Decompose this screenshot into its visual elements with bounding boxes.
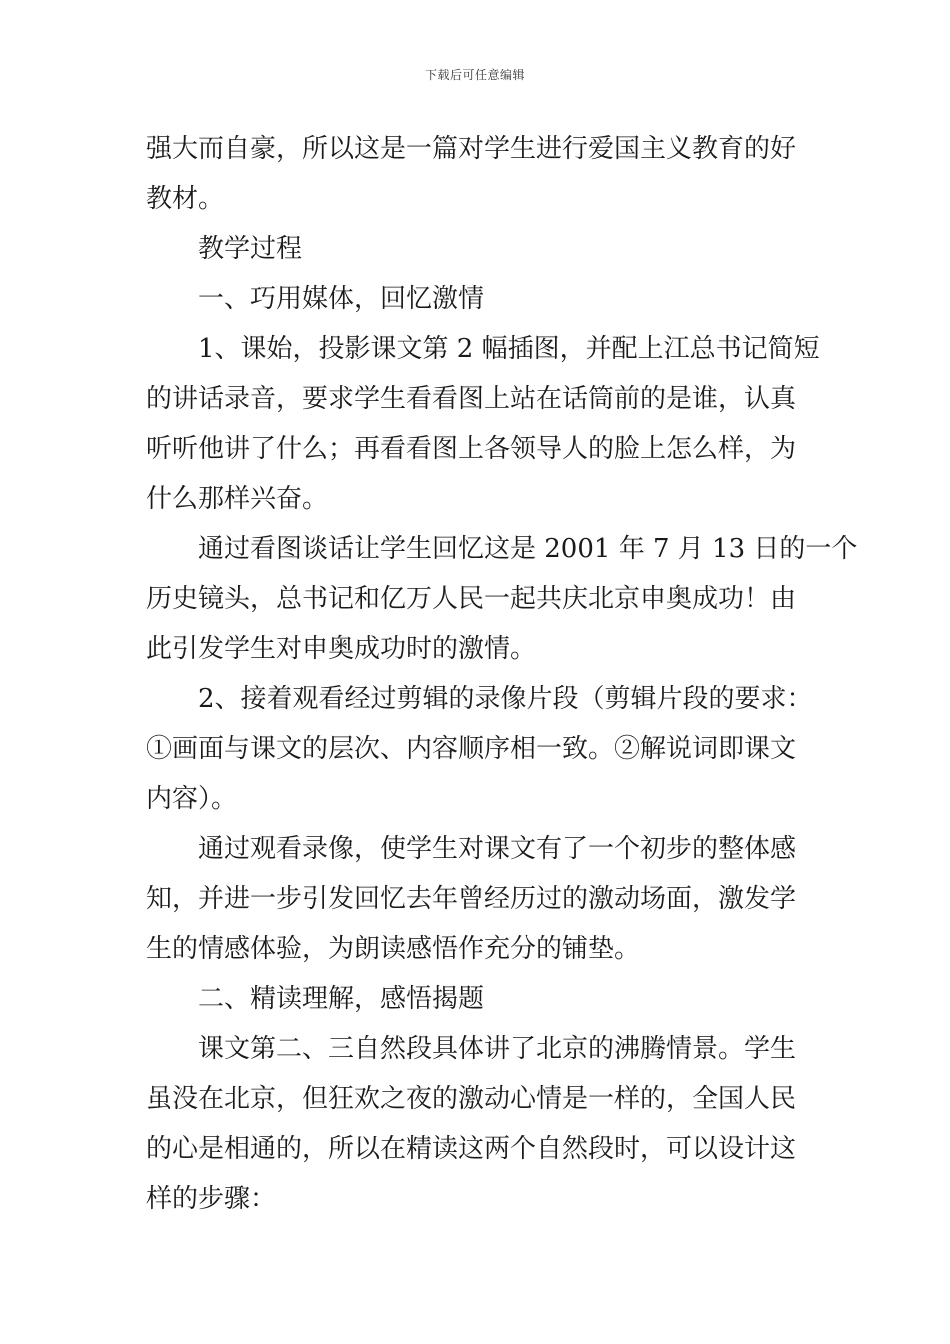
paragraph bbox=[146, 674, 813, 824]
text-line: 课文第二、三自然段具体讲了北京的沸腾情景。学生 bbox=[198, 1034, 797, 1064]
text-line: 教材。 bbox=[146, 184, 225, 214]
text-line: 通过看图谈话让学生回忆这是 2001 年 7 月 13 日的一个 bbox=[198, 534, 858, 564]
text-line: 的讲话录音，要求学生看看图上站在话筒前的是谁，认真 bbox=[146, 384, 797, 414]
paragraph bbox=[146, 1024, 808, 1224]
paragraph bbox=[146, 124, 808, 224]
text-line: 历史镜头，总书记和亿万人民一起共庆北京申奥成功！由 bbox=[146, 584, 797, 614]
text-line: 一、巧用媒体，回忆激情 bbox=[198, 284, 485, 314]
section-heading bbox=[146, 974, 808, 1024]
document-body bbox=[146, 124, 858, 1224]
paragraph bbox=[146, 824, 808, 974]
text-line: 知，并进一步引发回忆去年曾经历过的激动场面，激发学 bbox=[146, 884, 797, 914]
text-line: 此引发学生对申奥成功时的激情。 bbox=[146, 634, 537, 664]
text-line: 的心是相通的，所以在精读这两个自然段时，可以设计这 bbox=[146, 1134, 797, 1164]
text-line: 听听他讲了什么；再看看图上各领导人的脸上怎么样，为 bbox=[146, 434, 797, 464]
text-line: 什么那样兴奋。 bbox=[146, 484, 329, 514]
text-line: 样的步骤： bbox=[146, 1184, 277, 1214]
text-line: 通过观看录像，使学生对课文有了一个初步的整体感 bbox=[198, 834, 797, 864]
text-line: 生的情感体验，为朗读感悟作充分的铺垫。 bbox=[146, 934, 641, 964]
text-line: 2、接着观看经过剪辑的录像片段（剪辑片段的要求： bbox=[198, 684, 813, 714]
paragraph bbox=[146, 324, 820, 524]
text-line: 教学过程 bbox=[198, 234, 303, 264]
text-line: ①画面与课文的层次、内容顺序相一致。②解说词即课文 bbox=[146, 734, 797, 764]
text-line: 强大而自豪，所以这是一篇对学生进行爱国主义教育的好 bbox=[146, 134, 797, 164]
text-line: 虽没在北京，但狂欢之夜的激动心情是一样的，全国人民 bbox=[146, 1084, 797, 1114]
text-line: 二、精读理解，感悟揭题 bbox=[198, 984, 485, 1014]
text-line: 1、课始，投影课文第 2 幅插图，并配上江总书记简短 bbox=[198, 334, 820, 364]
section-heading bbox=[146, 274, 808, 324]
text-line: 内容）。 bbox=[146, 784, 238, 814]
section-heading bbox=[146, 224, 808, 274]
paragraph bbox=[146, 524, 858, 674]
page-header: 下载后可任意编辑 bbox=[424, 68, 525, 82]
